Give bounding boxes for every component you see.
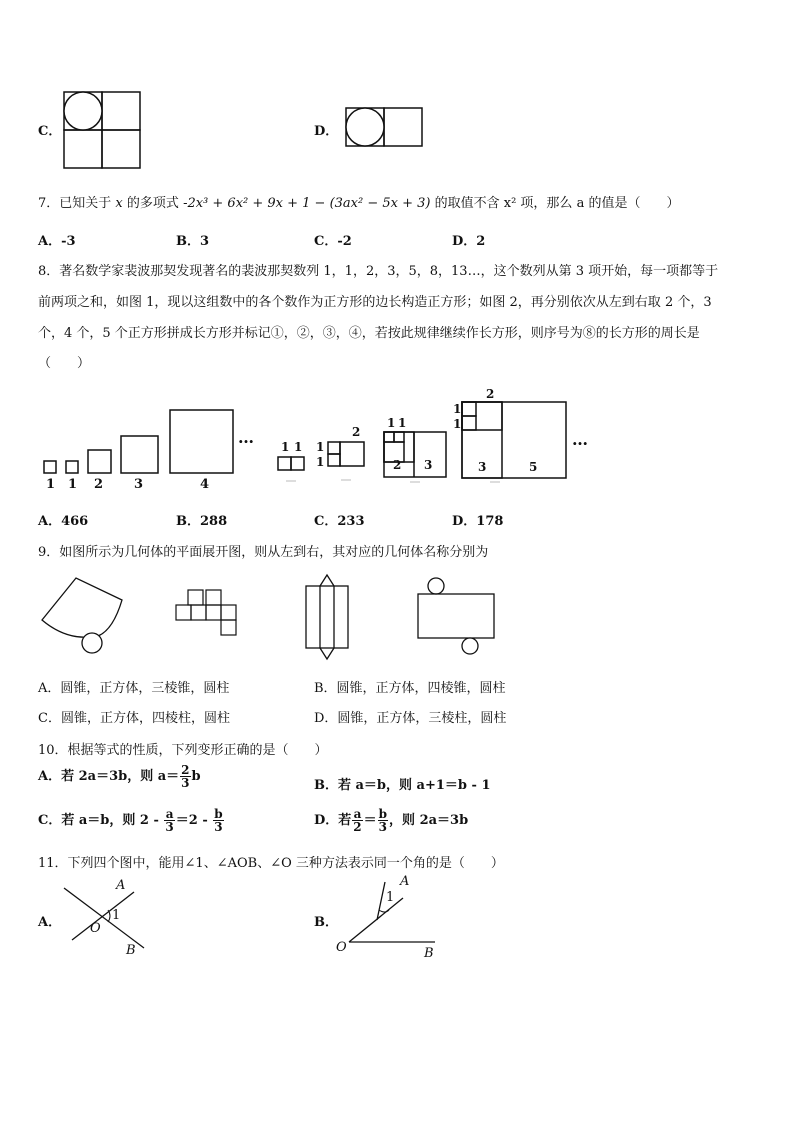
q9-option-c[interactable]: C．圆锥，正方体，四棱柱，圆柱 <box>38 711 230 726</box>
q7-polynomial: -2x³ + 6x² + 9x + 1 − (3ax² − 5x + 3) <box>183 196 431 211</box>
q9-net-cylinder <box>414 575 499 657</box>
q9-option-d[interactable]: D．圆锥，正方体，三棱柱，圆柱 <box>314 711 507 726</box>
q8-fig2-rect-2 <box>326 440 370 485</box>
q7-stem <box>38 192 679 211</box>
q8-fig1-label-3: 2 <box>94 477 104 492</box>
q10-d-frac1-den: 2 <box>353 820 362 834</box>
q10-d-frac2-den: 3 <box>378 820 388 834</box>
q6-option-d-label[interactable]: D． <box>314 124 339 139</box>
q10-d-fraction-1 <box>352 808 362 833</box>
q11-stem: 11．下列四个图中，能用∠1、∠AOB、∠O 三种方法表示同一个角的是（ ） <box>38 856 504 871</box>
q8-fig2b-label-1: 1 <box>316 440 325 454</box>
q10-d-mid: ＝ <box>363 813 377 828</box>
q11-b-label-O: O <box>336 940 347 955</box>
q10-d-post: ，则 2a＝3b <box>389 813 469 828</box>
q11-b-label-A: A <box>400 874 410 889</box>
q9-net-cone <box>38 572 128 657</box>
q7-option-b[interactable]: B．3 <box>176 234 210 249</box>
q9-net-cube <box>174 588 244 643</box>
q7-text-post: 的取值不含 x² 项，那么 a 的值是（ ） <box>434 196 680 211</box>
q11-figure-a <box>62 880 152 960</box>
q11-option-b-label[interactable]: B． <box>314 915 338 930</box>
q11-b-label-1: 1 <box>386 890 395 905</box>
q8-fig2a-label-2: 1 <box>294 440 303 454</box>
q9-stem: 9．如图所示为几何体的平面展开图，则从左到右，其对应的几何体名称分别为 <box>38 545 489 560</box>
q8-line-3: 个，4 个，5 个正方形拼成长方形并标记①，②，③，④，若按此规律继续作长方形，则序号为⑧的长方形的周长是 <box>38 326 700 341</box>
q10-c-frac1-num: a <box>165 807 174 821</box>
q8-option-a[interactable]: A．466 <box>38 514 89 529</box>
q10-option-b[interactable]: B．若 a＝b，则 a+1＝b - 1 <box>314 778 491 793</box>
q8-fig2d-label-2: 2 <box>486 387 495 401</box>
q10-a-frac-num: 2 <box>181 763 190 777</box>
q10-option-d[interactable] <box>314 808 468 833</box>
q8-fig2d-label-1b: 1 <box>453 417 462 431</box>
q10-c-frac2-den: 3 <box>214 820 223 834</box>
q8-fig1-label-1: 1 <box>46 477 56 492</box>
q8-fig2a-label-1: 1 <box>281 440 290 454</box>
q8-fig2c-label-1: 1 <box>387 416 396 430</box>
q8-fig1-label-4: 3 <box>134 477 144 492</box>
q8-fig2d-label-5: 5 <box>529 460 538 474</box>
q6-option-d-figure <box>344 106 429 151</box>
q11-figure-b <box>345 880 445 950</box>
q8-line-4: （ ） <box>38 356 91 371</box>
q11-option-a-label[interactable]: A． <box>38 915 62 930</box>
q8-fig1-label-2: 1 <box>68 477 78 492</box>
q7-text-pre: 7．已知关于 <box>38 196 112 211</box>
q8-fig2c-label-4: 3 <box>424 458 433 472</box>
q10-d-frac1-num: a <box>353 807 362 821</box>
q8-fig1-ellipsis: … <box>238 428 254 447</box>
q10-c-fraction-1 <box>164 808 174 833</box>
q8-line-2: 前两项之和，如图 1，现以这组数中的各个数作为正方形的边长构造正方形；如图 2，再分别依次从左到右取 2 个，3 <box>38 295 712 310</box>
q8-fig2-rect-4 <box>460 400 570 485</box>
q10-c-mid: ＝2 - <box>175 813 208 828</box>
q8-option-d[interactable]: D．178 <box>452 514 504 529</box>
q10-c-pre: C．若 a＝b，则 2 - <box>38 813 159 828</box>
q10-a-fraction <box>180 764 190 789</box>
q11-a-label-B: B <box>126 943 136 958</box>
q10-option-c[interactable] <box>38 808 225 833</box>
q8-option-b[interactable]: B．288 <box>176 514 228 529</box>
q8-fig2b-label-2: 1 <box>316 455 325 469</box>
q8-fig2c-label-2: 1 <box>398 416 407 430</box>
q8-line-1: 8．著名数学家裴波那契发现著名的裴波那契数列 1，1，2，3，5，8，13…，这个数列从第 3 项开始，每一项都等于 <box>38 264 719 279</box>
q10-d-fraction-2 <box>378 808 388 833</box>
q10-c-fraction-2 <box>213 808 223 833</box>
q10-d-frac2-num: b <box>378 807 388 821</box>
q10-a-pre: A．若 2a＝3b，则 a＝ <box>38 769 180 784</box>
q10-c-frac1-den: 3 <box>165 820 174 834</box>
q8-option-c[interactable]: C．233 <box>314 514 365 529</box>
q7-var-x: x <box>115 196 123 211</box>
q11-a-label-1: 1 <box>112 908 121 923</box>
q10-option-a[interactable] <box>38 764 201 789</box>
q11-a-label-A: A <box>116 878 126 893</box>
q9-option-b[interactable]: B．圆锥，正方体，四棱锥，圆柱 <box>314 681 506 696</box>
q10-d-pre: D．若 <box>314 813 352 828</box>
q6-option-c-figure <box>60 90 150 175</box>
q7-option-c[interactable]: C．-2 <box>314 234 352 249</box>
q8-fig2-rect-1 <box>276 455 310 485</box>
q10-stem: 10．根据等式的性质，下列变形正确的是（ ） <box>38 743 328 758</box>
q9-net-prism <box>302 572 354 662</box>
q9-option-a[interactable]: A．圆锥，正方体，三棱锥，圆柱 <box>38 681 230 696</box>
q7-text-mid: 的多项式 <box>126 196 179 211</box>
q7-option-d[interactable]: D．2 <box>452 234 486 249</box>
q6-option-c-label[interactable]: C． <box>38 124 62 139</box>
q10-a-frac-den: 3 <box>181 776 190 790</box>
q8-fig2-ellipsis: … <box>572 430 588 449</box>
q10-a-post: b <box>191 769 201 784</box>
q11-b-label-B: B <box>424 946 434 961</box>
q8-fig2d-label-1a: 1 <box>453 402 462 416</box>
q8-fig2b-label-3: 2 <box>352 425 361 439</box>
q8-fig2c-label-3: 2 <box>393 458 402 472</box>
q7-option-a[interactable]: A．-3 <box>38 234 76 249</box>
q10-c-frac2-num: b <box>214 807 223 821</box>
q8-fig2d-label-3: 3 <box>478 460 487 474</box>
q11-a-label-O: O <box>90 921 101 936</box>
q8-fig1-label-5: 4 <box>200 477 210 492</box>
